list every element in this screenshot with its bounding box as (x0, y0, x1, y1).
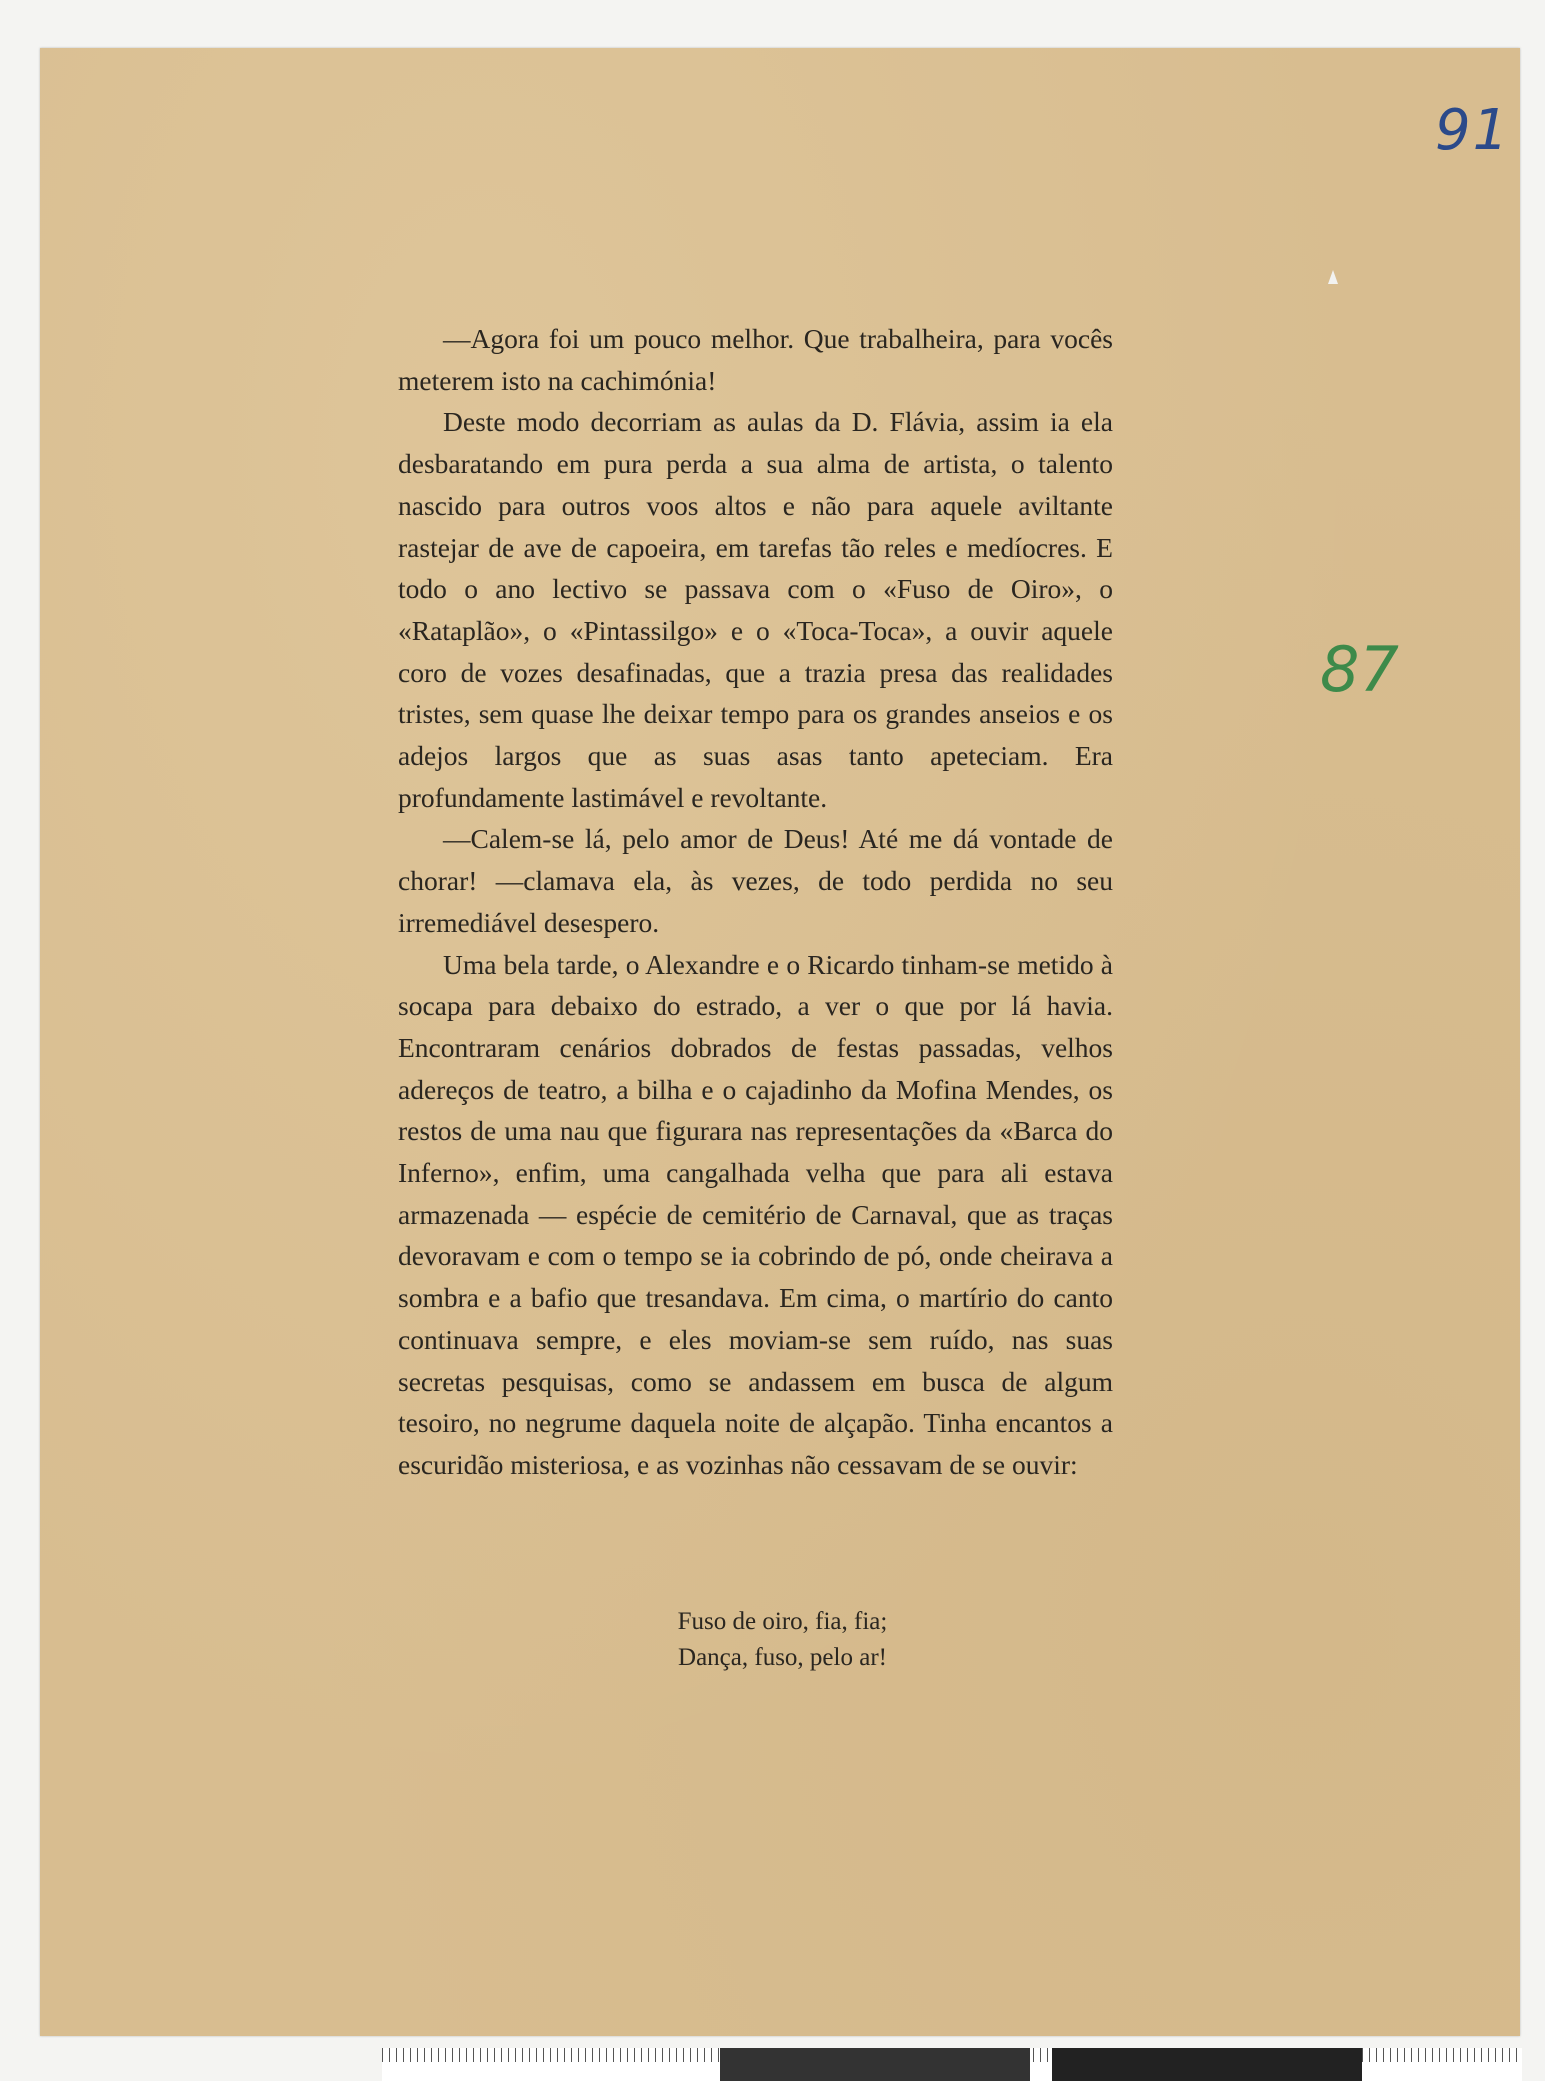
ruler-gray-block (720, 2048, 1030, 2081)
verse-line-1: Fuso de oiro, fia, fia; (677, 1608, 888, 1635)
ruler-black-block (1052, 2048, 1362, 2081)
scan-ruler (382, 2048, 1522, 2081)
verse-line-2: Dança, fuso, pelo ar! (678, 1644, 887, 1671)
paragraph-4: Uma bela tarde, o Alexandre e o Ricardo tinham-se metido à socapa para debaixo do estrado, a ver o que por lá havia. Encontraram cenários dobrados de festas passadas, velhos adereços de teatro, a bilha e o cajadinho da Mofina Mendes, os restos de uma nau que figurara nas representações da «Barca do Inferno», enfim, uma cangalhada velha que para ali estava armazenada — espécie de cemitério de Carnaval, que as traças devoravam e com o tempo se ia cobrindo de pó, onde cheirava a sombra e a bafio que tresandava. Em cima, o martírio do canto continuava sempre, e eles moviam-se sem ruído, nas suas secretas pesquisas, como se andassem em busca de algum tesoiro, no negrume daquela noite de alçapão. Tinha encantos a escuridão misteriosa, e as vozinhas não cessavam de se ouvir: (398, 948, 1113, 1480)
verse-block (0, 1604, 1545, 1676)
paper-hole-mark (1328, 270, 1338, 284)
paragraph-2: Deste modo decorriam as aulas da D. Flávia, assim ia ela desbaratando em pura perda a sua alma de artista, o talento nascido para outros voos altos e não para aquele aviltante rastejar de ave de capoeira, em tarefas tão reles e medíocres. E todo o ano lectivo se passava com o «Fuso de Oiro», o «Rataplão», o «Pintassilgo» e o «Toca-Toca», a ouvir aquele coro de vozes desafinadas, que a trazia presa das realidades tristes, sem quase lhe deixar tempo para os grandes anseios e os adejos largos que as suas asas tanto apeteciam. Era profundamente lastimável e revoltante. (398, 406, 1113, 813)
handwritten-margin-mark: 87 (1320, 633, 1399, 706)
handwritten-page-number: 91 (1435, 98, 1511, 163)
paragraph-1: —Agora foi um pouco melhor. Que trabalheira, para vocês meterem isto na cachimónia! (398, 323, 1113, 396)
body-text (398, 318, 1113, 1486)
paragraph-3: —Calem-se lá, pelo amor de Deus! Até me dá vontade de chorar! —clamava ela, às vezes, de todo perdida no seu irremediável desespero. (398, 823, 1113, 938)
